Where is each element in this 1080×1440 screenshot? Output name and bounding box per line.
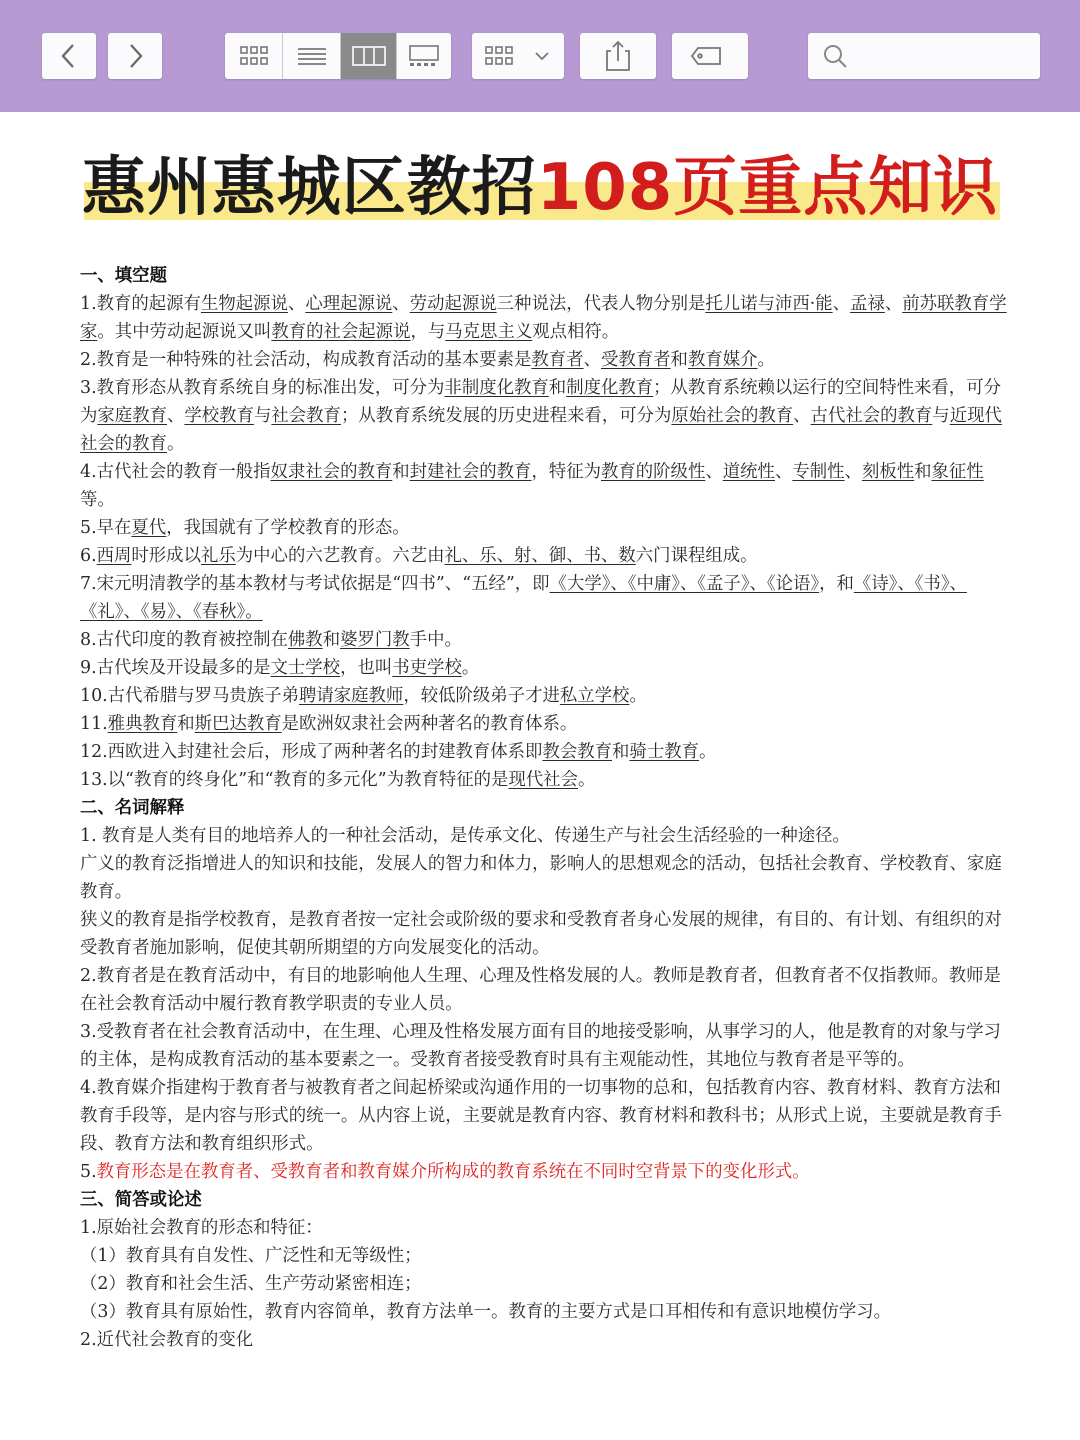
text-run: 是欧洲奴隶社会两种著名的教育体系。 xyxy=(281,714,578,734)
text-run: 和 xyxy=(322,630,341,650)
text-run: ，特征为 xyxy=(531,462,601,482)
text-run: 、 xyxy=(774,462,793,482)
group-by-button[interactable] xyxy=(472,33,564,79)
text-run: 、 xyxy=(166,406,185,426)
underlined-answer: 教育者 xyxy=(531,350,584,370)
back-button[interactable] xyxy=(42,33,96,79)
text-run: 4.古代社会的教育一般指 xyxy=(80,462,271,482)
underlined-answer: 前苏联教育学家 xyxy=(80,294,1007,342)
text-run: ，也叫 xyxy=(340,658,393,678)
page-title xyxy=(0,140,1080,236)
paragraph: 狭义的教育是指学校教育，是教育者按一定社会或阶级的要求和受教育者身心发展的规律，有目的、有计划、有组织的对受教育者施加影响，促使其朝所期望的方向发展变化的活动。 xyxy=(80,910,1002,958)
text-run: 、 xyxy=(583,350,601,370)
text-run: 与 xyxy=(932,406,950,426)
underlined-answer: 专制性 xyxy=(792,462,845,482)
list-item xyxy=(80,626,1010,654)
text-run: 等。 xyxy=(80,490,115,510)
underlined-answer: 学校教育 xyxy=(184,406,254,426)
list-item xyxy=(80,514,1010,542)
text-run: ，和 xyxy=(819,574,854,594)
underlined-answer: 受教育者 xyxy=(600,350,671,370)
underlined-answer: 封建社会的教育 xyxy=(409,462,532,482)
underlined-answer: 教育媒介 xyxy=(687,350,758,370)
share-icon xyxy=(580,33,656,79)
text-run: 六门课程组成。 xyxy=(635,546,758,566)
underlined-answer: 夏代 xyxy=(131,518,167,538)
underlined-answer: 生物起源说 xyxy=(200,294,288,314)
column-view-icon xyxy=(349,41,389,71)
finder-toolbar xyxy=(0,0,1080,112)
text-run: 、 xyxy=(287,294,306,314)
section-heading: 三、简答或论述 xyxy=(80,1190,202,1210)
list-view-button[interactable] xyxy=(283,33,341,79)
section-heading: 一、填空题 xyxy=(80,266,167,286)
paragraph: 2.教育者是在教育活动中，有目的地影响他人生理、心理及性格发展的人。教师是教育者，但教育者不仅指教师。教师是在社会教育活动中履行教育教学职责的专业人员。 xyxy=(80,966,1001,1014)
list-item xyxy=(80,570,1010,626)
list-item xyxy=(80,374,1010,458)
underlined-answer: 教育的阶级性 xyxy=(600,462,706,482)
underlined-answer: 礼乐 xyxy=(200,546,236,566)
document-body xyxy=(80,262,1010,1354)
underlined-answer: 现代社会 xyxy=(508,770,579,790)
paragraph: （3）教育具有原始性，教育内容简单，教育方法单一。教育的主要方式是口耳相传和有意识地模仿学习。 xyxy=(80,1302,892,1322)
text-run: 时形成以 xyxy=(131,546,201,566)
list-item xyxy=(80,654,1010,682)
underlined-answer: 刻板性 xyxy=(861,462,915,482)
text-run: 、 xyxy=(832,294,851,314)
search-field[interactable] xyxy=(808,33,1040,79)
underlined-answer: 教会教育 xyxy=(542,742,613,762)
underlined-answer: 近现代社会的教育 xyxy=(80,406,1002,454)
paragraph: 1. 教育是人类有目的地培养人的一种社会活动，是传承文化、传递生产与社会生活经验的一种途径。 xyxy=(80,826,850,846)
underlined-answer: 《大学》、《中庸》、《孟子》、《论语》 xyxy=(549,574,820,594)
text-run: 。 xyxy=(461,658,480,678)
text-run: 13.以“教育的终身化”和“教育的多元化”为教育特征的是 xyxy=(80,770,509,790)
text-run: 11. xyxy=(80,714,108,734)
list-item xyxy=(80,766,1010,794)
text-run: 和 xyxy=(177,714,195,734)
text-run: 12.西欧进入封建社会后，形成了两种著名的封建教育体系即 xyxy=(80,742,543,762)
text-run: 和 xyxy=(612,742,630,762)
share-button[interactable] xyxy=(580,33,656,79)
text-run: 、 xyxy=(392,294,410,314)
text-run: 手中。 xyxy=(409,630,462,650)
text-run: 。其中劳动起源说又叫 xyxy=(97,322,272,342)
item-number: 5. xyxy=(80,1162,97,1182)
text-run: 、 xyxy=(705,462,723,482)
tag-icon xyxy=(672,33,748,79)
title-part-red: 108页重点知识 xyxy=(536,151,999,225)
underlined-answer: 骑士教育 xyxy=(629,742,699,762)
text-run: 。 xyxy=(578,770,596,790)
underlined-answer: 聘请家庭教师 xyxy=(298,686,404,706)
text-run: 5.早在 xyxy=(80,518,132,538)
red-text: 教育形态是在教育者、受教育者和教育媒介所构成的教育系统在不同时空背景下的变化形式。 xyxy=(96,1162,810,1182)
text-run: 10.古代希腊与罗马贵族子弟 xyxy=(80,686,299,706)
forward-arrow-icon xyxy=(108,33,162,79)
underlined-answer: 孟禄 xyxy=(850,294,885,314)
paragraph-highlighted xyxy=(80,1158,1010,1186)
forward-button[interactable] xyxy=(108,33,162,79)
text-run: 和 xyxy=(548,378,567,398)
underlined-answer: 西周 xyxy=(96,546,132,566)
paragraph: 1.原始社会教育的形态和特征： xyxy=(80,1218,323,1238)
text-run: 、 xyxy=(884,294,903,314)
underlined-answer: 佛教 xyxy=(287,630,323,650)
paragraph-cut-off: 2.近代社会教育的变化 xyxy=(80,1330,254,1350)
group-icon xyxy=(480,41,520,71)
text-run: 观点相符。 xyxy=(532,322,620,342)
paragraph: 4.教育媒介指建构于教育者与被教育者之间起桥梁或沟通作用的一切事物的总和，包括教育内容、教育材料、教育方法和教育手段等，是内容与形式的统一。从内容上说，主要就是教育内容、教育材料和教科书；从形式上说，主要就是教育手段、教育方法和教育组织形式。 xyxy=(80,1078,1002,1154)
gallery-view-icon xyxy=(404,41,444,71)
text-run: 。 xyxy=(166,434,185,454)
underlined-answer: 奴隶社会的教育 xyxy=(270,462,393,482)
text-run: ；从教育系统发展的历史进程来看，可分为 xyxy=(340,406,672,426)
text-run: 。 xyxy=(699,742,717,762)
list-item xyxy=(80,542,1010,570)
text-run: 、 xyxy=(793,406,811,426)
underlined-answer: 《诗》、《书》、《礼》、《易》、《春秋》。 xyxy=(80,574,967,622)
list-item xyxy=(80,710,1010,738)
chevron-down-icon xyxy=(532,48,552,64)
underlined-answer: 马克思主义 xyxy=(445,322,533,342)
icon-view-button[interactable] xyxy=(225,33,283,79)
text-run: ；从教育系统赖以运行的空间特性来看，可分为 xyxy=(80,378,1001,426)
column-view-button[interactable] xyxy=(341,33,397,79)
list-view-icon xyxy=(292,41,332,71)
text-run: 9.古代埃及开设最多的是 xyxy=(80,658,271,678)
paragraph: （1）教育具有自发性、广泛性和无等级性； xyxy=(80,1246,422,1266)
underlined-answer: 私立学校 xyxy=(559,686,630,706)
text-run: 和 xyxy=(670,350,688,370)
view-mode-segmented-control xyxy=(225,33,451,79)
text-run: 、 xyxy=(844,462,862,482)
underlined-answer: 非制度化教育 xyxy=(444,378,549,398)
title-part-black: 惠州惠城区教招 xyxy=(81,151,537,225)
underlined-answer: 托儿诺与沛西·能 xyxy=(705,294,833,314)
underlined-answer: 象征性 xyxy=(931,462,984,482)
underlined-answer: 书吏学校 xyxy=(392,658,462,678)
text-run: 2.教育是一种特殊的社会活动，构成教育活动的基本要素是 xyxy=(80,350,532,370)
section-heading: 二、名词解释 xyxy=(80,798,185,818)
underlined-answer: 古代社会的教育 xyxy=(810,406,933,426)
page-bottom-edge xyxy=(0,1362,1080,1440)
text-run: 和 xyxy=(914,462,932,482)
text-run: 1.教育的起源有 xyxy=(80,294,201,314)
underlined-answer: 家庭教育 xyxy=(97,406,167,426)
tag-button[interactable] xyxy=(672,33,748,79)
text-run: 为中心的六艺教育。六艺由 xyxy=(235,546,445,566)
list-item xyxy=(80,738,1010,766)
document-title-block xyxy=(0,140,1080,240)
underlined-answer: 婆罗门教 xyxy=(340,630,410,650)
underlined-answer: 雅典教育 xyxy=(107,714,178,734)
underlined-answer: 原始社会的教育 xyxy=(671,406,794,426)
underlined-answer: 社会教育 xyxy=(271,406,341,426)
text-run: ，我国就有了学校教育的形态。 xyxy=(166,518,410,538)
list-item xyxy=(80,290,1010,346)
underlined-answer: 制度化教育 xyxy=(566,378,654,398)
text-run: ，较低阶级弟子才进 xyxy=(403,686,560,706)
back-arrow-icon xyxy=(42,33,96,79)
list-item xyxy=(80,458,1010,514)
grid-view-icon xyxy=(234,41,274,71)
underlined-answer: 文士学校 xyxy=(270,658,341,678)
list-item xyxy=(80,682,1010,710)
text-run: 。 xyxy=(629,686,647,706)
text-run: 3.教育形态从教育系统自身的标准出发，可分为 xyxy=(80,378,445,398)
underlined-answer: 道统性 xyxy=(722,462,775,482)
underlined-answer: 劳动起源说 xyxy=(409,294,497,314)
paragraph: （2）教育和社会生活、生产劳动紧密相连； xyxy=(80,1274,422,1294)
text-run: 8.古代印度的教育被控制在 xyxy=(80,630,288,650)
underlined-answer: 斯巴达教育 xyxy=(194,714,282,734)
search-input[interactable] xyxy=(860,41,1034,73)
underlined-answer: 心理起源说 xyxy=(305,294,393,314)
underlined-answer: 礼、乐、射、御、书、数 xyxy=(444,546,636,566)
list-item xyxy=(80,346,1010,374)
text-run: 。 xyxy=(757,350,775,370)
text-run: 6. xyxy=(80,546,97,566)
paragraph: 3.受教育者在社会教育活动中，在生理、心理及性格发展方面有目的地接受影响，从事学习的人，他是教育的对象与学习的主体，是构成教育活动的基本要素之一。受教育者接受教育时具有主观能动性，其地位与教育者是平等的。 xyxy=(80,1022,1001,1070)
paragraph: 广义的教育泛指增进人的知识和技能，发展人的智力和体力，影响人的思想观念的活动，包括社会教育、学校教育、家庭教育。 xyxy=(80,854,1002,902)
text-run: 与 xyxy=(253,406,272,426)
text-run: 7.宋元明清教学的基本教材与考试依据是“四书”、“五经”，即 xyxy=(80,574,550,594)
text-run: 和 xyxy=(392,462,410,482)
search-icon xyxy=(818,40,852,72)
underlined-answer: 教育的社会起源说 xyxy=(271,322,411,342)
gallery-view-button[interactable] xyxy=(397,33,451,79)
text-run: ，与 xyxy=(410,322,446,342)
text-run: 三种说法，代表人物分别是 xyxy=(496,294,706,314)
